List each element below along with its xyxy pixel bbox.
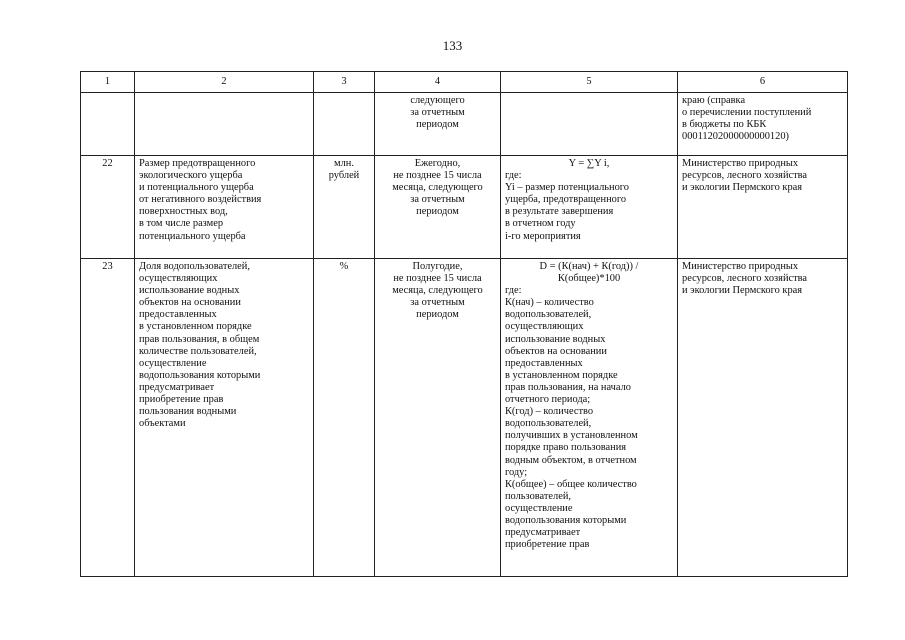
table-header-row (81, 72, 848, 93)
method-cell (501, 156, 678, 259)
text-line: поверхностных вод, (139, 206, 228, 218)
text-line: К(общее) – общее количество (505, 478, 637, 490)
text-line: Полугодие, (412, 261, 463, 272)
text-line: количестве пользователей, (139, 345, 257, 357)
text-line: Размер предотвращенного (139, 158, 256, 169)
text-line: в отчетном году (505, 218, 576, 230)
text-line: следующего (410, 95, 465, 106)
text-line: периодом (416, 309, 459, 321)
text-line: предоставленных (139, 309, 217, 321)
text-line: осуществление (505, 502, 573, 514)
table-row (81, 93, 848, 156)
text-line: использование водных (505, 333, 606, 345)
text-line: и потенциального ущерба (139, 182, 254, 194)
text-line: Y = ∑Y i, (568, 158, 610, 169)
text-line: Министерство природных (682, 261, 799, 272)
text-line: прав пользования, в общем (139, 333, 260, 345)
text-line: отчетного периода; (505, 394, 591, 406)
text-line: от негативного воздействия (139, 194, 262, 206)
text-line: в результате завершения (505, 206, 614, 218)
text-line: пользования водными (139, 406, 237, 418)
page-number: 133 (442, 38, 463, 53)
header-cell: 3 (314, 72, 375, 93)
text-line: прав пользования, на начало (505, 381, 631, 393)
text-line: месяца, следующего (392, 285, 483, 297)
text-line: за отчетным (410, 194, 465, 206)
table-row (81, 156, 848, 259)
indicator-table (80, 71, 848, 577)
text-line: за отчетным (410, 297, 465, 309)
text-line: в установленном порядке (139, 321, 252, 333)
text-line: получивших в установленном (505, 430, 638, 442)
method-cell (501, 259, 678, 577)
text-line: и экологии Пермского края (682, 182, 803, 194)
text-line: Доля водопользователей, (139, 261, 250, 272)
period-cell (375, 156, 501, 259)
text-line: К(нач) – количество (505, 297, 594, 309)
text-line: водопользователей, (505, 309, 592, 321)
text-line: периодом (416, 119, 459, 131)
text-line: водопользования которыми (505, 514, 627, 526)
name-cell (135, 156, 314, 259)
formula-explanation (505, 285, 673, 551)
text-line: году; (505, 466, 528, 478)
text-line: в том числе размер (139, 218, 224, 230)
text-line: месяца, следующего (392, 182, 483, 194)
header-cell: 6 (678, 72, 848, 93)
name-cell (135, 259, 314, 577)
text-line: осуществляющих (505, 321, 584, 333)
text-line: млн. (334, 158, 354, 169)
text-line: % (339, 261, 349, 272)
num-cell: 22 (81, 156, 135, 259)
table-row (81, 259, 848, 577)
text-line: ресурсов, лесного хозяйства (682, 273, 808, 285)
text-line: использование водных (139, 285, 240, 297)
source-cell (678, 259, 848, 577)
text-line: водным объектом, в отчетном (505, 454, 637, 466)
text-line: предусматривает (139, 381, 215, 393)
text-line: приобретение прав (139, 394, 224, 406)
text-line: объектов на основании (139, 297, 241, 309)
text-line: 00011202000000000120) (682, 131, 789, 143)
text-line: в установленном порядке (505, 369, 618, 381)
text-line: порядке право пользования (505, 442, 627, 454)
text-line: Ежегодно, (414, 158, 461, 169)
text-line: приобретение прав (505, 539, 590, 551)
source-cell (678, 93, 848, 156)
formula (505, 261, 673, 285)
period-cell (375, 93, 501, 156)
text-line: потенциального ущерба (139, 230, 246, 242)
formula (505, 158, 673, 170)
num-cell: 23 (81, 259, 135, 577)
text-line: К(год) – количество (505, 406, 594, 418)
header-cell: 4 (375, 72, 501, 93)
text-line: краю (справка (682, 95, 746, 106)
unit-cell (314, 259, 375, 577)
text-line: экологического ущерба (139, 170, 243, 182)
text-line: К(общее)*100 (557, 273, 621, 285)
header-cell: 2 (135, 72, 314, 93)
text-line: периодом (416, 206, 459, 218)
text-line: объектами (139, 418, 186, 430)
text-line: объектов на основании (505, 345, 607, 357)
text-line: водопользователей, (505, 418, 592, 430)
num-cell (81, 93, 135, 156)
header-cell: 5 (501, 72, 678, 93)
formula-explanation (505, 170, 673, 243)
method-cell (501, 93, 678, 156)
text-line: где: (505, 285, 522, 297)
text-line: осуществляющих (139, 273, 218, 285)
text-line: Yi – размер потенциального (505, 182, 629, 194)
text-line: пользователей, (505, 490, 572, 502)
text-line: где: (505, 170, 522, 182)
text-line: ресурсов, лесного хозяйства (682, 170, 808, 182)
text-line: осуществление (139, 357, 207, 369)
text-line: i-го мероприятия (505, 230, 581, 242)
text-line: в бюджеты по КБК (682, 119, 767, 131)
text-line: о перечислении поступлений (682, 107, 812, 119)
text-line: рублей (328, 170, 360, 182)
name-cell (135, 93, 314, 156)
unit-cell (314, 156, 375, 259)
unit-cell (314, 93, 375, 156)
text-line: не позднее 15 числа (393, 170, 482, 182)
text-line: предоставленных (505, 357, 583, 369)
header-cell: 1 (81, 72, 135, 93)
text-line: D = (К(нач) + К(год)) / (539, 261, 639, 272)
text-line: водопользования которыми (139, 369, 261, 381)
text-line: предусматривает (505, 527, 581, 539)
text-line: за отчетным (410, 107, 465, 119)
text-line: ущерба, предотвращенного (505, 194, 627, 206)
text-line: не позднее 15 числа (393, 273, 482, 285)
source-cell (678, 156, 848, 259)
text-line: и экологии Пермского края (682, 285, 803, 297)
text-line: Министерство природных (682, 158, 799, 169)
period-cell (375, 259, 501, 577)
